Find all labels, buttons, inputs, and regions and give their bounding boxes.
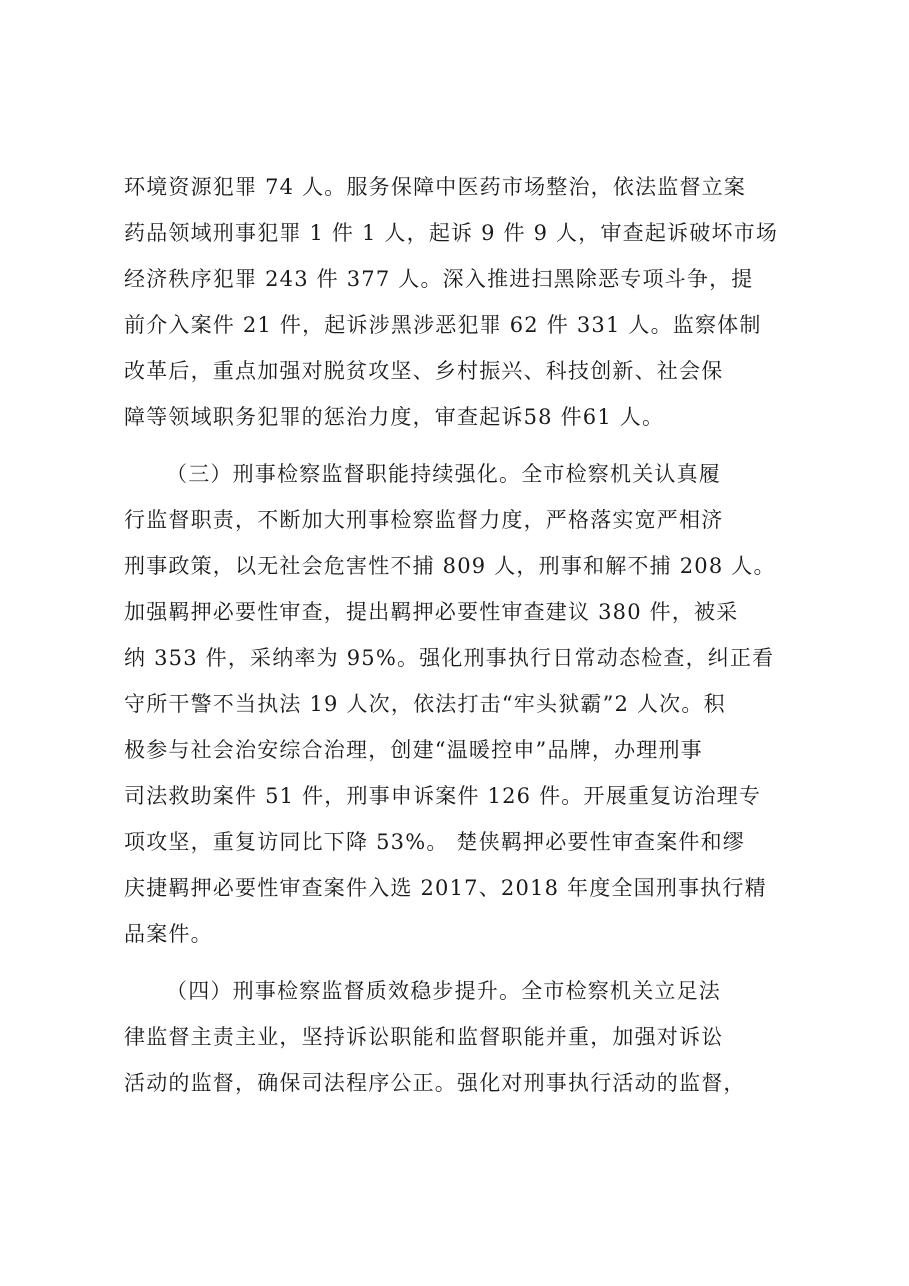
text-line: 改革后，重点加强对脱贫攻坚、乡村振兴、科技创新、社会保 [124,359,724,383]
text-line: 药品领域刑事犯罪 1 件 1 人，起诉 9 件 9 人，审查起诉破坏市场 [124,221,779,245]
section-heading-3: （三）刑事检察监督职能持续强化。全市检察机关认真履 [166,462,721,486]
text-line: 刑事政策，以无社会危害性不捕 809 人，刑事和解不捕 208 人。 [124,554,776,578]
text-line: 司法救助案件 51 件，刑事申诉案件 126 件。开展重复访治理专 [124,784,762,808]
text-line: 律监督主责主业，坚持诉讼职能和监督职能并重，加强对诉讼 [124,1025,724,1049]
text-line: 守所干警不当执法 19 人次，依法打击“牢头狱霸”2 人次。积 [124,692,726,716]
text-line: 项攻坚，重复访同比下降 53%。 楚侠羁押必要性审查案件和缪 [124,830,746,854]
section-heading-4: （四）刑事检察监督质效稳步提升。全市检察机关立足法 [166,979,721,1003]
text-line: 行监督职责，不断加大刑事检察监督力度，严格落实宽严相济 [124,508,724,532]
text-line: 障等领域职务犯罪的惩治力度，审查起诉58 件61 人。 [124,405,665,429]
text-line: 纳 353 件，采纳率为 95%。强化刑事执行日常动态检查，纠正看 [124,646,775,670]
text-line: 活动的监督，确保司法程序公正。强化对刑事执行活动的监督， [124,1071,746,1095]
text-line: 品案件。 [124,922,213,946]
text-line: 加强羁押必要性审查，提出羁押必要性审查建议 380 件，被采 [124,600,739,624]
text-line: 极参与社会治安综合治理，创建“温暖控申”品牌，办理刑事 [124,738,703,762]
text-line: 环境资源犯罪 74 人。服务保障中医药市场整治，依法监督立案 [124,175,747,199]
text-line: 经济秩序犯罪 243 件 377 人。深入推进扫黑除恶专项斗争，提 [124,267,754,291]
text-line: 庆捷羁押必要性审查案件入选 2017、2018 年度全国刑事执行精 [124,876,767,900]
text-line: 前介入案件 21 件，起诉涉黑涉恶犯罪 62 件 331 人。监察体制 [124,313,762,337]
